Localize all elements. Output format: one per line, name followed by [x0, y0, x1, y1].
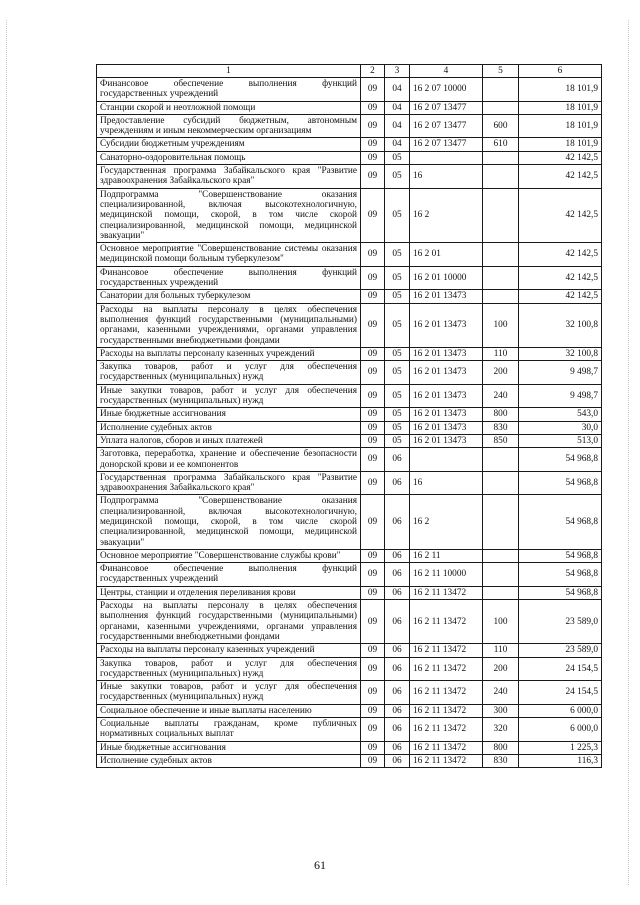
- row-section-cell: 09: [361, 165, 385, 189]
- row-name-cell: Исполнение судебных актов: [97, 421, 361, 434]
- row-expense-type-cell: [483, 563, 519, 587]
- row-subsection-cell: 06: [385, 718, 410, 742]
- row-name-cell: Закупка товаров, работ и услуг для обеспечения государственных (муниципальных) нужд: [97, 361, 361, 385]
- row-name-cell: Государственная программа Забайкальского края "Развитие здравоохранения Забайкальского края": [97, 165, 361, 189]
- row-subsection-cell: 05: [385, 243, 410, 267]
- row-subsection-cell: 06: [385, 681, 410, 705]
- row-section-cell: 09: [361, 718, 385, 742]
- row-target-code-cell: 16 2 11 13472: [410, 681, 483, 705]
- row-section-cell: 09: [361, 78, 385, 102]
- row-name-cell: Иные закупки товаров, работ и услуг для обеспечения государственных (муниципальных) нужд: [97, 681, 361, 705]
- row-expense-type-cell: 110: [483, 644, 519, 657]
- row-subsection-cell: 05: [385, 361, 410, 385]
- row-expense-type-cell: 300: [483, 704, 519, 717]
- row-subsection-cell: 06: [385, 600, 410, 644]
- row-section-cell: 09: [361, 188, 385, 242]
- row-section-cell: 09: [361, 549, 385, 562]
- row-expense-type-cell: [483, 266, 519, 290]
- row-section-cell: 09: [361, 644, 385, 657]
- row-name-cell: Станции скорой и неотложной помощи: [97, 101, 361, 114]
- row-amount-cell: 543,0: [519, 408, 602, 421]
- row-amount-cell: 54 968,8: [519, 586, 602, 599]
- row-amount-cell: 32 100,8: [519, 347, 602, 360]
- row-section-cell: 09: [361, 421, 385, 434]
- row-subsection-cell: 06: [385, 657, 410, 681]
- table-row: [97, 549, 602, 562]
- row-amount-cell: 42 142,5: [519, 290, 602, 303]
- row-section-cell: 09: [361, 290, 385, 303]
- row-subsection-cell: 05: [385, 408, 410, 421]
- row-expense-type-cell: [483, 586, 519, 599]
- row-section-cell: 09: [361, 657, 385, 681]
- table-row: [97, 421, 602, 434]
- row-amount-cell: 42 142,5: [519, 165, 602, 189]
- row-amount-cell: 23 589,0: [519, 644, 602, 657]
- row-name-cell: Субсидии бюджетным учреждениям: [97, 138, 361, 151]
- row-expense-type-cell: 100: [483, 600, 519, 644]
- table-row: [97, 384, 602, 408]
- row-section-cell: 09: [361, 303, 385, 347]
- row-section-cell: 09: [361, 114, 385, 138]
- row-expense-type-cell: [483, 290, 519, 303]
- row-name-cell: Социальное обеспечение и иные выплаты населению: [97, 704, 361, 717]
- table-row: [97, 347, 602, 360]
- table-row: [97, 754, 602, 767]
- row-expense-type-cell: 600: [483, 114, 519, 138]
- row-name-cell: Подпрограмма "Совершенствование оказания специализированной, включая высокотехнологичную, медицинской помощи, скорой, в том числе скорой специализированной, медицинской помощи, медицинской эвакуации": [97, 188, 361, 242]
- row-amount-cell: 30,0: [519, 421, 602, 434]
- row-expense-type-cell: [483, 151, 519, 164]
- table-row: [97, 303, 602, 347]
- row-target-code-cell: 16 2 01 13473: [410, 290, 483, 303]
- row-amount-cell: 18 101,9: [519, 114, 602, 138]
- row-expense-type-cell: 100: [483, 303, 519, 347]
- row-section-cell: 09: [361, 243, 385, 267]
- table-row: [97, 434, 602, 447]
- row-target-code-cell: [410, 151, 483, 164]
- row-section-cell: 09: [361, 151, 385, 164]
- row-target-code-cell: 16 2 01 13473: [410, 347, 483, 360]
- row-name-cell: Основное мероприятие "Совершенствование системы оказания медицинской помощи больным туберкулезом": [97, 243, 361, 267]
- row-expense-type-cell: 110: [483, 347, 519, 360]
- table-row: [97, 718, 602, 742]
- row-section-cell: 09: [361, 704, 385, 717]
- row-amount-cell: 54 968,8: [519, 549, 602, 562]
- row-section-cell: 09: [361, 563, 385, 587]
- row-target-code-cell: 16 2 11 10000: [410, 563, 483, 587]
- table-row: [97, 266, 602, 290]
- row-expense-type-cell: 200: [483, 361, 519, 385]
- column-header-expense-type: 5: [483, 65, 519, 78]
- row-amount-cell: 23 589,0: [519, 600, 602, 644]
- row-subsection-cell: 06: [385, 741, 410, 754]
- row-target-code-cell: 16 2 11 13472: [410, 718, 483, 742]
- row-target-code-cell: 16 2 01 13473: [410, 408, 483, 421]
- table-row: [97, 657, 602, 681]
- row-target-code-cell: 16 2 11: [410, 549, 483, 562]
- scan-edge-right: [628, 20, 630, 885]
- table-row: [97, 600, 602, 644]
- row-target-code-cell: 16 2 01 13473: [410, 361, 483, 385]
- row-target-code-cell: 16 2 11 13472: [410, 644, 483, 657]
- row-section-cell: 09: [361, 495, 385, 549]
- row-name-cell: Финансовое обеспечение выполнения функций государственных учреждений: [97, 78, 361, 102]
- row-amount-cell: 42 142,5: [519, 243, 602, 267]
- row-name-cell: Социальные выплаты гражданам, кроме публичных нормативных социальных выплат: [97, 718, 361, 742]
- row-section-cell: 09: [361, 741, 385, 754]
- row-subsection-cell: 06: [385, 586, 410, 599]
- row-subsection-cell: 05: [385, 434, 410, 447]
- row-section-cell: 09: [361, 347, 385, 360]
- row-expense-type-cell: 240: [483, 681, 519, 705]
- row-target-code-cell: 16 2 01 13473: [410, 434, 483, 447]
- row-subsection-cell: 05: [385, 266, 410, 290]
- row-target-code-cell: 16 2: [410, 495, 483, 549]
- table-row: [97, 290, 602, 303]
- table-row: [97, 681, 602, 705]
- row-name-cell: Расходы на выплаты персоналу казенных учреждений: [97, 347, 361, 360]
- row-target-code-cell: [410, 448, 483, 472]
- row-name-cell: Закупка товаров, работ и услуг для обеспечения государственных (муниципальных) нужд: [97, 657, 361, 681]
- row-expense-type-cell: [483, 243, 519, 267]
- row-subsection-cell: 05: [385, 347, 410, 360]
- row-subsection-cell: 04: [385, 78, 410, 102]
- row-subsection-cell: 05: [385, 188, 410, 242]
- row-name-cell: Расходы на выплаты персоналу в целях обеспечения выполнения функций государственными (муниципальными) органами, казенными учреждениями, органами управления государственными внебюджетными фондами: [97, 600, 361, 644]
- row-amount-cell: 54 968,8: [519, 563, 602, 587]
- row-amount-cell: 18 101,9: [519, 138, 602, 151]
- row-section-cell: 09: [361, 408, 385, 421]
- row-amount-cell: 18 101,9: [519, 78, 602, 102]
- row-section-cell: 09: [361, 471, 385, 495]
- row-section-cell: 09: [361, 384, 385, 408]
- row-subsection-cell: 05: [385, 290, 410, 303]
- row-name-cell: Финансовое обеспечение выполнения функций государственных учреждений: [97, 266, 361, 290]
- row-name-cell: Подпрограмма "Совершенствование оказания специализированной, включая высокотехнологичную, медицинской помощи, скорой, в том числе скорой специализированной, медицинской помощи, медицинской эвакуации": [97, 495, 361, 549]
- column-header-amount: 6: [519, 65, 602, 78]
- table-row: [97, 188, 602, 242]
- row-section-cell: 09: [361, 754, 385, 767]
- row-name-cell: Исполнение судебных актов: [97, 754, 361, 767]
- row-expense-type-cell: 800: [483, 408, 519, 421]
- row-target-code-cell: 16 2: [410, 188, 483, 242]
- row-name-cell: Иные бюджетные ассигнования: [97, 741, 361, 754]
- page-number: 61: [314, 858, 326, 872]
- row-expense-type-cell: [483, 188, 519, 242]
- row-amount-cell: 32 100,8: [519, 303, 602, 347]
- row-expense-type-cell: [483, 165, 519, 189]
- table-row: [97, 151, 602, 164]
- row-amount-cell: 9 498,7: [519, 361, 602, 385]
- scan-edge-left: [6, 20, 8, 885]
- row-subsection-cell: 06: [385, 704, 410, 717]
- row-amount-cell: 42 142,5: [519, 188, 602, 242]
- row-target-code-cell: 16 2 11 13472: [410, 754, 483, 767]
- table-row: [97, 704, 602, 717]
- table-body: [97, 78, 602, 768]
- column-header-section: 2: [361, 65, 385, 78]
- column-header-subsection: 3: [385, 65, 410, 78]
- row-name-cell: Санаторно-оздоровительная помощь: [97, 151, 361, 164]
- row-amount-cell: 1 225,3: [519, 741, 602, 754]
- row-amount-cell: 6 000,0: [519, 718, 602, 742]
- row-target-code-cell: 16 2 11 13472: [410, 657, 483, 681]
- row-target-code-cell: 16 2 01 13473: [410, 303, 483, 347]
- row-name-cell: Заготовка, переработка, хранение и обеспечение безопасности донорской крови и ее компонентов: [97, 448, 361, 472]
- table-row: [97, 741, 602, 754]
- row-amount-cell: 513,0: [519, 434, 602, 447]
- row-name-cell: Санатории для больных туберкулезом: [97, 290, 361, 303]
- row-target-code-cell: 16 2 01 13473: [410, 421, 483, 434]
- row-subsection-cell: 06: [385, 644, 410, 657]
- row-amount-cell: 9 498,7: [519, 384, 602, 408]
- row-amount-cell: 54 968,8: [519, 471, 602, 495]
- row-amount-cell: 42 142,5: [519, 151, 602, 164]
- row-section-cell: 09: [361, 586, 385, 599]
- row-amount-cell: 18 101,9: [519, 101, 602, 114]
- table-row: [97, 586, 602, 599]
- row-section-cell: 09: [361, 448, 385, 472]
- table-row: [97, 101, 602, 114]
- row-target-code-cell: 16 2 07 13477: [410, 114, 483, 138]
- row-target-code-cell: 16 2 11 13472: [410, 704, 483, 717]
- row-expense-type-cell: 320: [483, 718, 519, 742]
- row-amount-cell: 24 154,5: [519, 681, 602, 705]
- row-name-cell: Иные закупки товаров, работ и услуг для обеспечения государственных (муниципальных) нужд: [97, 384, 361, 408]
- budget-table: [96, 64, 602, 768]
- row-amount-cell: 54 968,8: [519, 495, 602, 549]
- table-row: [97, 78, 602, 102]
- row-target-code-cell: 16 2 01 13473: [410, 384, 483, 408]
- row-subsection-cell: 05: [385, 421, 410, 434]
- row-target-code-cell: 16: [410, 471, 483, 495]
- row-subsection-cell: 06: [385, 471, 410, 495]
- row-section-cell: 09: [361, 681, 385, 705]
- row-name-cell: Предоставление субсидий бюджетным, автономным учреждениям и иным некоммерческим организациям: [97, 114, 361, 138]
- row-section-cell: 09: [361, 138, 385, 151]
- row-amount-cell: 116,3: [519, 754, 602, 767]
- table-row: [97, 165, 602, 189]
- row-name-cell: Уплата налогов, сборов и иных платежей: [97, 434, 361, 447]
- row-subsection-cell: 06: [385, 549, 410, 562]
- table-row: [97, 563, 602, 587]
- row-expense-type-cell: 830: [483, 754, 519, 767]
- table-row: [97, 448, 602, 472]
- row-amount-cell: 54 968,8: [519, 448, 602, 472]
- row-expense-type-cell: [483, 101, 519, 114]
- row-expense-type-cell: [483, 78, 519, 102]
- row-expense-type-cell: [483, 471, 519, 495]
- row-target-code-cell: 16 2 11 13472: [410, 741, 483, 754]
- row-subsection-cell: 04: [385, 114, 410, 138]
- row-expense-type-cell: [483, 448, 519, 472]
- row-amount-cell: 42 142,5: [519, 266, 602, 290]
- row-subsection-cell: 05: [385, 151, 410, 164]
- column-header-name: 1: [97, 65, 361, 78]
- row-subsection-cell: 04: [385, 101, 410, 114]
- row-expense-type-cell: 850: [483, 434, 519, 447]
- table-header-row: [97, 65, 602, 78]
- row-name-cell: Центры, станции и отделения переливания крови: [97, 586, 361, 599]
- row-expense-type-cell: 610: [483, 138, 519, 151]
- table-row: [97, 644, 602, 657]
- table-row: [97, 138, 602, 151]
- table-row: [97, 495, 602, 549]
- row-subsection-cell: 06: [385, 495, 410, 549]
- table-row: [97, 243, 602, 267]
- row-name-cell: Государственная программа Забайкальского края "Развитие здравоохранения Забайкальского края": [97, 471, 361, 495]
- row-name-cell: Основное мероприятие "Совершенствование службы крови": [97, 549, 361, 562]
- table-row: [97, 471, 602, 495]
- row-subsection-cell: 05: [385, 384, 410, 408]
- column-header-target-code: 4: [410, 65, 483, 78]
- row-subsection-cell: 06: [385, 754, 410, 767]
- row-target-code-cell: 16 2 01 10000: [410, 266, 483, 290]
- row-target-code-cell: 16 2 01: [410, 243, 483, 267]
- row-section-cell: 09: [361, 266, 385, 290]
- row-section-cell: 09: [361, 101, 385, 114]
- row-expense-type-cell: [483, 549, 519, 562]
- row-amount-cell: 24 154,5: [519, 657, 602, 681]
- row-name-cell: Расходы на выплаты персоналу казенных учреждений: [97, 644, 361, 657]
- row-section-cell: 09: [361, 361, 385, 385]
- row-target-code-cell: 16 2 07 13477: [410, 138, 483, 151]
- row-target-code-cell: 16 2 07 10000: [410, 78, 483, 102]
- row-name-cell: Иные бюджетные ассигнования: [97, 408, 361, 421]
- row-expense-type-cell: 830: [483, 421, 519, 434]
- row-expense-type-cell: 240: [483, 384, 519, 408]
- table-row: [97, 361, 602, 385]
- row-target-code-cell: 16 2 07 13477: [410, 101, 483, 114]
- row-amount-cell: 6 000,0: [519, 704, 602, 717]
- row-expense-type-cell: 200: [483, 657, 519, 681]
- table-row: [97, 114, 602, 138]
- row-subsection-cell: 04: [385, 138, 410, 151]
- row-target-code-cell: 16 2 11 13472: [410, 600, 483, 644]
- row-expense-type-cell: [483, 495, 519, 549]
- row-section-cell: 09: [361, 434, 385, 447]
- row-subsection-cell: 06: [385, 448, 410, 472]
- row-target-code-cell: 16: [410, 165, 483, 189]
- row-section-cell: 09: [361, 600, 385, 644]
- row-subsection-cell: 05: [385, 303, 410, 347]
- row-target-code-cell: 16 2 11 13472: [410, 586, 483, 599]
- row-name-cell: Финансовое обеспечение выполнения функций государственных учреждений: [97, 563, 361, 587]
- row-subsection-cell: 05: [385, 165, 410, 189]
- row-expense-type-cell: 800: [483, 741, 519, 754]
- table-row: [97, 408, 602, 421]
- row-name-cell: Расходы на выплаты персоналу в целях обеспечения выполнения функций государственными (муниципальными) органами, казенными учреждениями, органами управления государственными внебюджетными фондами: [97, 303, 361, 347]
- row-subsection-cell: 06: [385, 563, 410, 587]
